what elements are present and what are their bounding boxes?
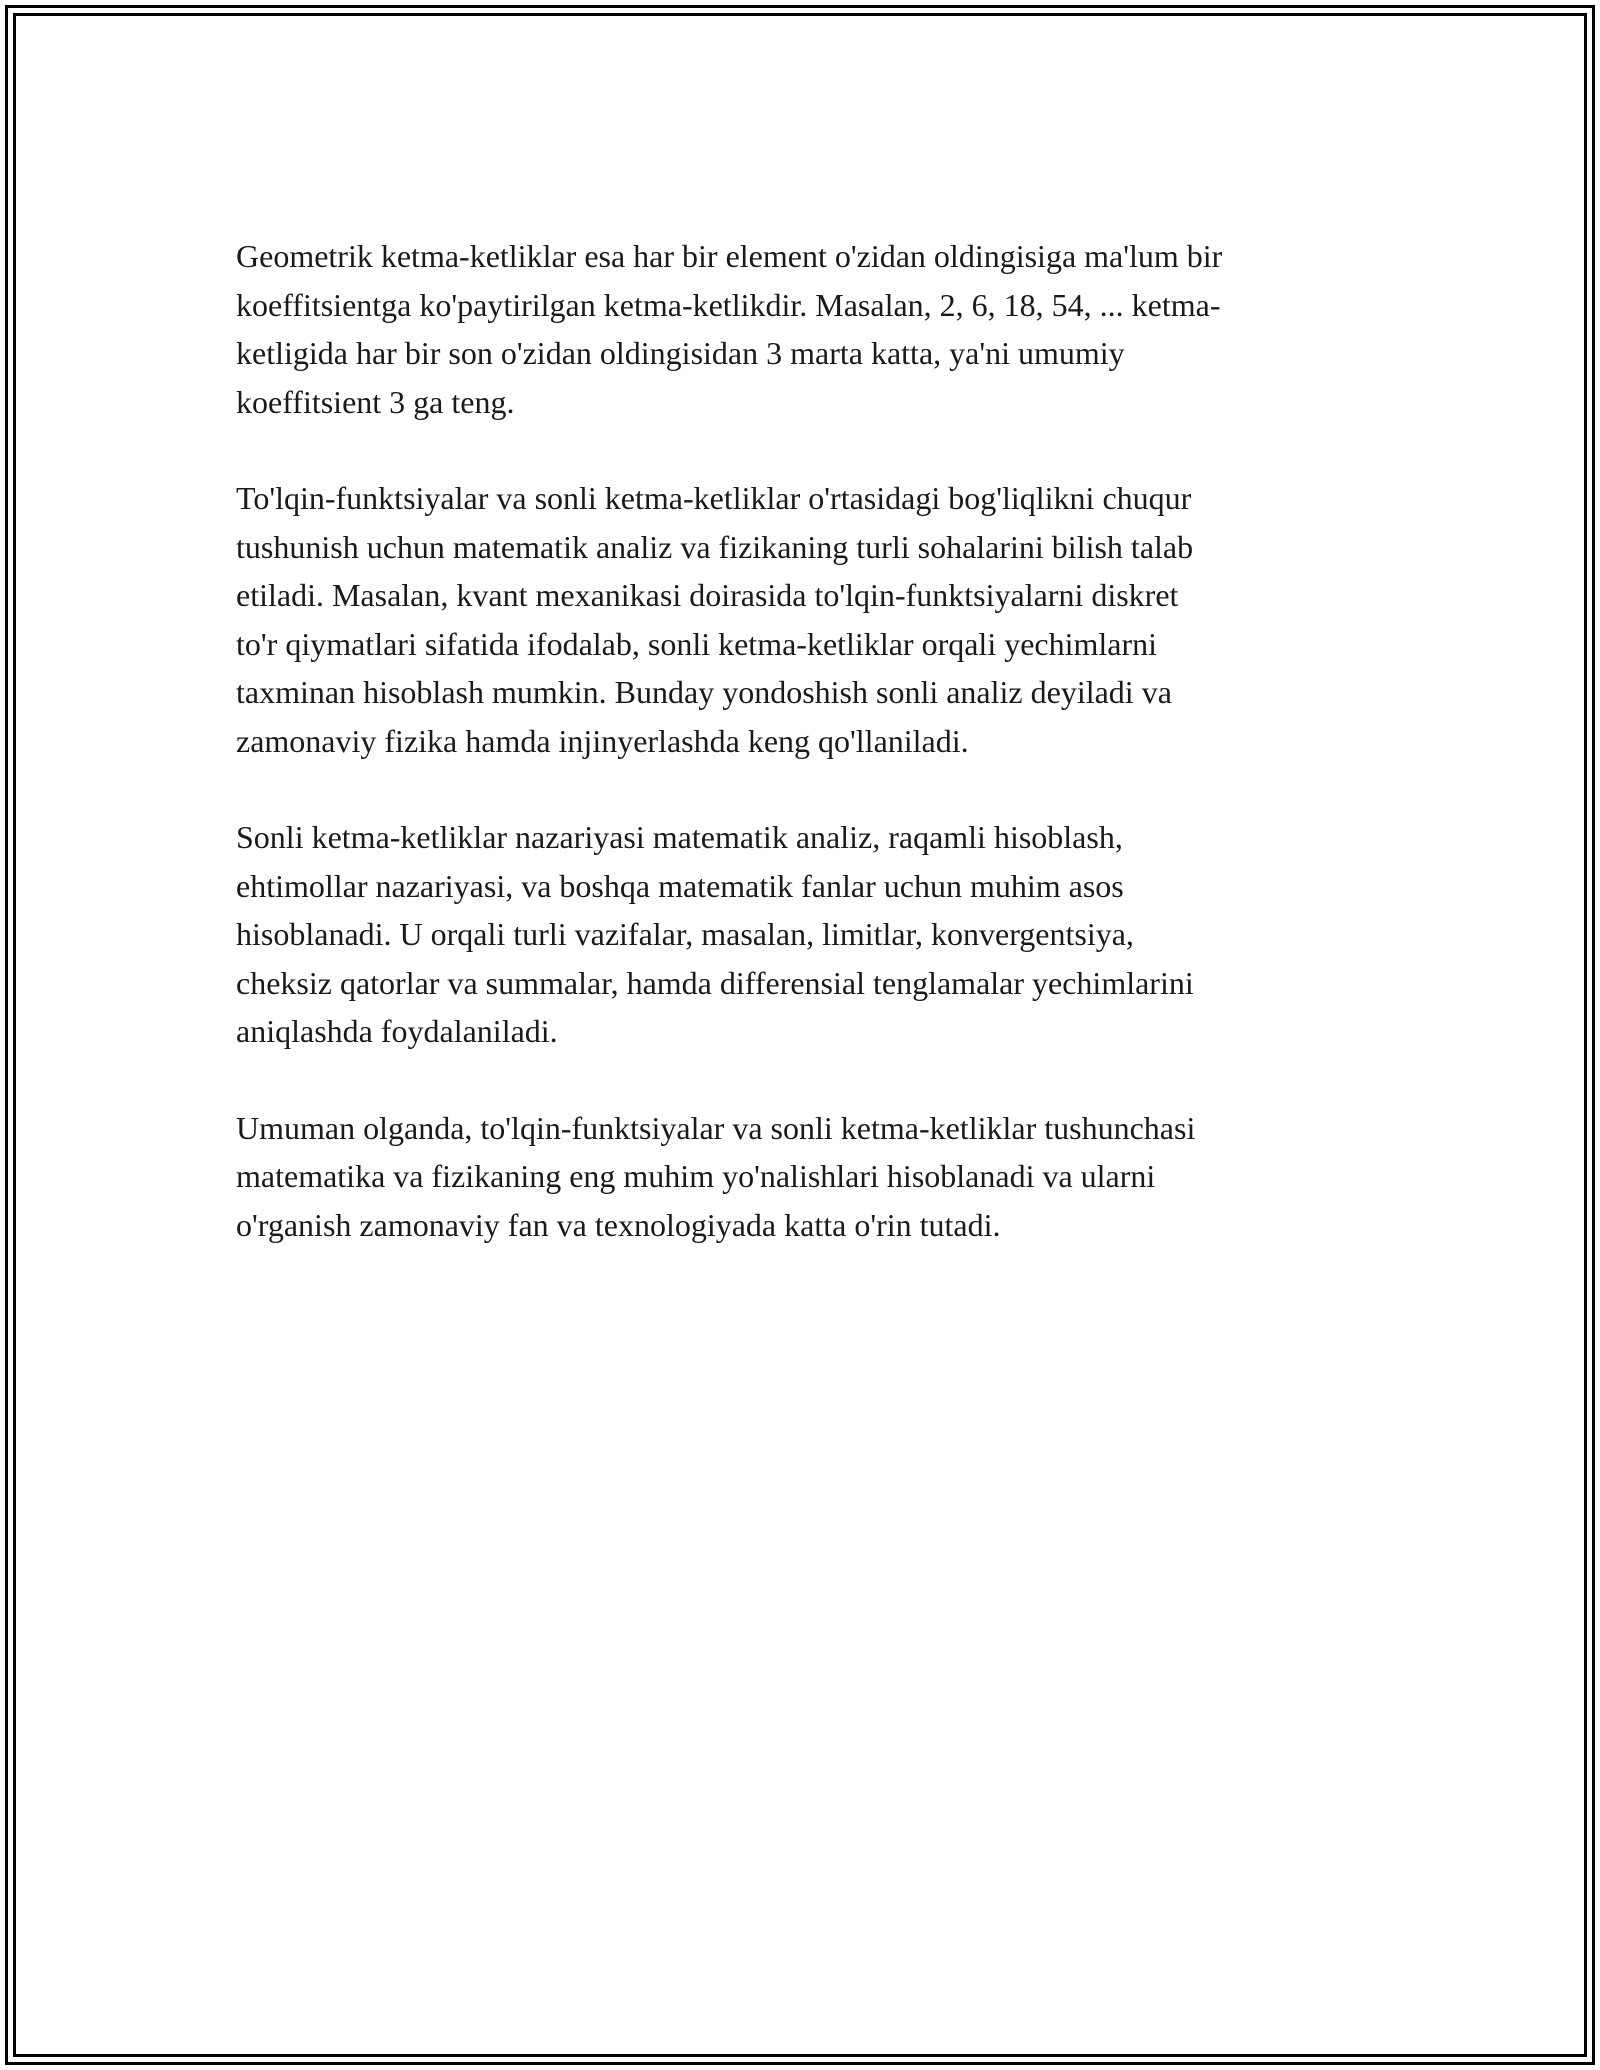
document-body [236,232,1376,1297]
paragraph-conclusion: Umuman olganda, to'lqin-funktsiyalar va sonli ketma-ketliklar tushunchasi matematika va fizikaning eng muhim yo'nalishlari hisoblanadi va ularni o'rganish zamonaviy fan va texnologiyada katta o'rin tutadi. [236,1109,1196,1243]
paragraph-sequence-theory: Sonli ketma-ketliklar nazariyasi matematik analiz, raqamli hisoblash, ehtimollar nazariyasi, va boshqa matematik fanlar uchun muhim asos hisoblanadi. U orqali turli vazifalar, masalan, limitlar, konvergentsiya, cheksiz qatorlar va summalar, hamda differensial tenglamalar yechimlarini aniqlashda foydalaniladi. [236,819,1194,1049]
paragraph-wave-functions: To'lqin-funktsiyalar va sonli ketma-ketliklar o'rtasidagi bog'liqlikni chuqur tushunish uchun matematik analiz va fizikaning turli sohalarini bilish talab etiladi. Masalan, kvant mexanikasi doirasida to'lqin-funktsiyalarni diskret to'r qiymatlari sifatida ifodalab, sonli ketma-ketliklar orqali yechimlarni taxminan hisoblash mumkin. Bunday yondoshish sonli analiz deyiladi va zamonaviy fizika hamda injinyerlashda keng qo'llaniladi. [236,480,1194,759]
paragraph-geometric-sequences: Geometrik ketma-ketliklar esa har bir element o'zidan oldingisiga ma'lum bir koeffitsientga ko'paytirilgan ketma-ketlikdir. Masalan, 2, 6, 18, 54, ... ketma- ketligida har bir son o'zidan oldingisidan 3 marta katta, ya'ni umumiy koeffitsient 3 ga teng. [236,238,1223,420]
